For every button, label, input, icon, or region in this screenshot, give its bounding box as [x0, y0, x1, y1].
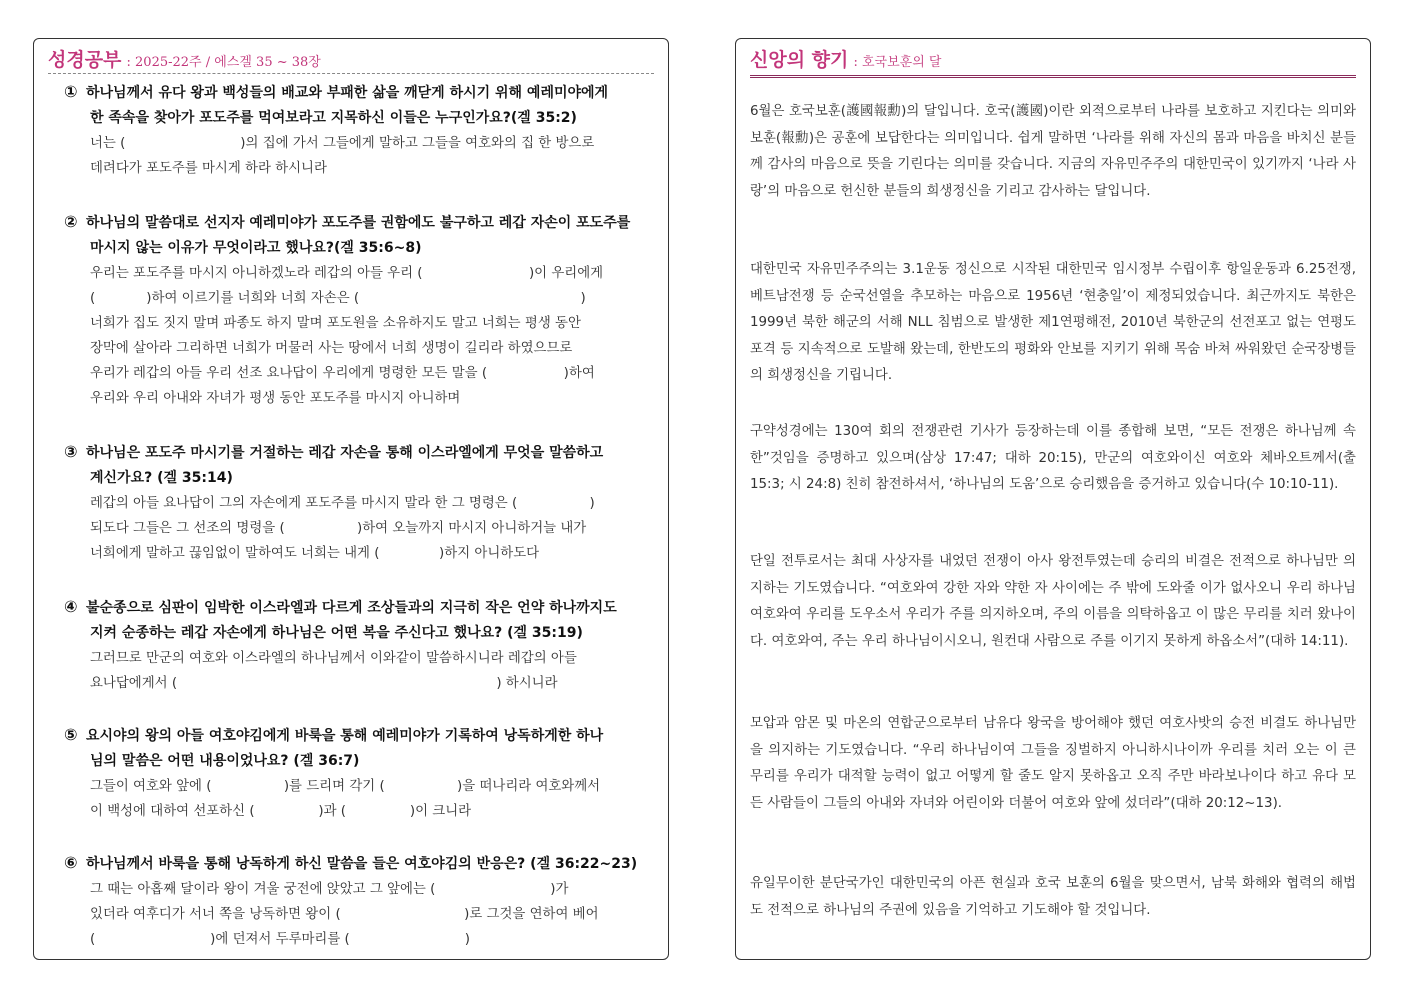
- question-text: 하나님께서 바룩을 통해 낭독하게 하신 말씀을 들은 여호야김의 반응은? (겔 36:22~23): [86, 856, 638, 872]
- answer-line: 되도다 그들은 그 선조의 명령을 ( )하여 오늘까지 마시지 아니하거늘 내가: [90, 521, 587, 536]
- answer-line: 우리가 레갑의 아들 우리 선조 요나답이 우리에게 명령한 모든 말을 ( )하여: [90, 366, 595, 381]
- devotional-paragraph: 6월은 호국보훈(護國報勳)의 달입니다. 호국(護國)이란 외적으로부터 나라를 보호하고 지킨다는 의미와 보훈(報勳)은 공훈에 보답한다는 의미입니다. 쉽게 말하면 ‘나라를 위해 자신의 몸과 마음을 바치신 분들께 감사의 마음으로 뜻을 기린다는 의미를 갖습니다. 지금의 자유민주주의 대한민국이 있기까지 ‘나라 사랑’의 마음으로 헌신한 분들의 희생정신을 기리고 감사하는 달입니다.: [750, 104, 1356, 199]
- answer-line: ( )하여 이르기를 너희와 너희 자손은 ( ): [90, 291, 586, 306]
- devotional-paragraph: 대한민국 자유민주주의는 3.1운동 정신으로 시작된 대한민국 임시정부 수립이후 항일운동과 6.25전쟁, 베트남전쟁 등 순국선열을 추모하는 마음으로 1956년 ‘현충일’이 제정되었습니다. 최근까지도 북한은 1999년 북한 해군의 서해 NLL 침범으로 발생한 제1연평해전, 2010년 북한군의 선전포고 없는 연평도 포격 등 지속적으로 도발해 왔는데, 한반도의 평화와 안보를 지키기 위해 목숨 바쳐 싸워왔던 순국장병들의 희생정신을 기립니다.: [750, 262, 1356, 384]
- question-2: [64, 209, 654, 411]
- answer-line: 요나답에게서 ( ) 하시니라: [90, 676, 558, 691]
- question-text: 님의 말씀은 어떤 내용이었나요? (겔 36:7): [90, 753, 360, 769]
- answer-line: 이 백성에 대하여 선포하신 ( )과 ( )이 크니라: [90, 804, 472, 819]
- answer-line: 너는 ( )의 집에 가서 그들에게 말하고 그들을 여호와의 집 한 방으로: [90, 136, 595, 151]
- answer-line: 그러므로 만군의 여호와 이스라엘의 하나님께서 이와같이 말씀하시니라 레갑의 아들: [90, 651, 577, 666]
- answer-line: 그 때는 아홉째 달이라 왕이 겨울 궁전에 앉았고 그 앞에는 ( )가: [90, 882, 569, 897]
- question-1: [64, 79, 654, 181]
- devotional-paragraph: 유일무이한 분단국가인 대한민국의 아픈 현실과 호국 보훈의 6월을 맞으면서, 남북 화해와 협력의 해법도 전적으로 하나님의 주권에 있음을 기억하고 기도해야 할 것입니다.: [750, 876, 1356, 918]
- answer-line: 너희에게 말하고 끊임없이 말하여도 너희는 내게 ( )하지 아니하도다: [90, 546, 540, 561]
- question-text: 요시야의 왕의 아들 여호야김에게 바룩을 통해 예레미야가 기록하여 낭독하게한 하나: [86, 728, 604, 744]
- devotional-paragraph: 구약성경에는 130여 회의 전쟁관련 기사가 등장하는데 이를 종합해 보면, “모든 전쟁은 하나님께 속한”것임을 증명하고 있으며(삼상 17:47; 대하 20:15), 만군의 여호와이신 여호와 체바오트께서(출 15:3; 시 24:8) 친히 참전하셔서, ‘하나님의 도움’으로 승리했음을 증거하고 있습니다(수 10:10-11).: [750, 424, 1356, 493]
- answer-line: 장막에 살아라 그리하면 너희가 머물러 사는 땅에서 너희 생명이 길리라 하였으므로: [90, 341, 573, 356]
- devotional-title: 신앙의 향기: [750, 49, 849, 71]
- question-text: 계신가요? (겔 35:14): [90, 470, 233, 486]
- devotional-paragraph: 단일 전투로서는 최대 사상자를 내었던 전쟁이 아사 왕전투였는데 승리의 비결은 전적으로 하나님만 의지하는 기도였습니다. “여호와여 강한 자와 약한 자 사이에는 주 밖에 도와줄 이가 없사오니 우리 하나님 여호와여 우리를 도우소서 우리가 주를 의지하오며, 주의 이름을 의탁하옵고 이 많은 무리를 치러 왔나이다. 여호와여, 주는 우리 하나님이시오니, 원컨대 사람으로 주를 이기지 못하게 하옵소서”(대하 14:11).: [750, 554, 1356, 649]
- question-text: 하나님의 말씀대로 선지자 예레미야가 포도주를 권함에도 불구하고 레갑 자손이 포도주를: [86, 215, 631, 231]
- question-number: ⑥: [64, 853, 78, 872]
- question-number: ①: [64, 82, 78, 101]
- answer-line: 있더라 여후디가 서너 쪽을 낭독하면 왕이 ( )로 그것을 연하여 베어: [90, 907, 599, 922]
- answer-line: 레갑의 아들 요나답이 그의 자손에게 포도주를 마시지 말라 한 그 명령은 ( ): [90, 496, 595, 511]
- question-number: ②: [64, 212, 78, 231]
- bible-study-subtitle: : 2025-22주 / 에스겔 35 ~ 38장: [126, 55, 321, 70]
- answer-line: 데려다가 포도주를 마시게 하라 하시니라: [90, 161, 327, 176]
- answer-line: 그들이 여호와 앞에 ( )를 드리며 각기 ( )을 떠나리라 여호와께서: [90, 779, 601, 794]
- question-number: ③: [64, 442, 78, 461]
- devotional-subtitle: : 호국보훈의 달: [853, 55, 942, 70]
- question-3: [64, 439, 654, 566]
- bible-study-header: [48, 45, 654, 74]
- answer-line: 우리는 포도주를 마시지 아니하겠노라 레갑의 아들 우리 ( )이 우리에게: [90, 266, 604, 281]
- question-text: 지켜 순종하는 레갑 자손에게 하나님은 어떤 복을 주신다고 했나요? (겔 35:19): [90, 625, 583, 641]
- answer-line: 너희가 집도 짓지 말며 파종도 하지 말며 포도원을 소유하지도 말고 너희는 평생 동안: [90, 316, 581, 331]
- bible-study-panel: [33, 38, 669, 960]
- devotional-header: [750, 45, 1356, 78]
- question-text: 하나님께서 유다 왕과 백성들의 배교와 부패한 삶을 깨닫게 하시기 위해 예레미야에게: [86, 85, 609, 101]
- question-text: 마시지 않는 이유가 무엇이라고 했나요?(겔 35:6~8): [90, 240, 422, 256]
- question-4: [64, 594, 654, 696]
- question-number: ⑤: [64, 725, 78, 744]
- question-6: [64, 850, 654, 952]
- bible-study-title: 성경공부: [48, 49, 122, 71]
- question-5: [64, 722, 654, 824]
- question-text: 한 족속을 찾아가 포도주를 먹여보라고 지목하신 이들은 누구인가요?(겔 35:2): [90, 110, 577, 126]
- answer-line: 우리와 우리 아내와 자녀가 평생 동안 포도주를 마시지 아니하며: [90, 391, 461, 406]
- answer-line: ( )에 던져서 두루마리를 ( ): [90, 932, 470, 947]
- question-text: 불순종으로 심판이 임박한 이스라엘과 다르게 조상들과의 지극히 작은 언약 하나까지도: [86, 600, 617, 616]
- question-number: ④: [64, 597, 78, 616]
- question-text: 하나님은 포도주 마시기를 거절하는 레갑 자손을 통해 이스라엘에게 무엇을 말씀하고: [86, 445, 604, 461]
- devotional-paragraph: 모압과 암몬 및 마온의 연합군으로부터 남유다 왕국을 방어해야 했던 여호사밧의 승전 비결도 하나님만을 의지하는 기도였습니다. “우리 하나님이여 그들을 징벌하지 아니하시나이까 우리를 치러 오는 이 큰 무리를 우리가 대적할 능력이 없고 어떻게 할 줄도 알지 못하옵고 오직 주만 바라보나이다 하고 유다 모든 사람들이 그들의 아내와 자녀와 어린이와 더불어 여호와 앞에 섰더라”(대하 20:12~13).: [750, 716, 1356, 811]
- devotional-panel: [735, 38, 1371, 960]
